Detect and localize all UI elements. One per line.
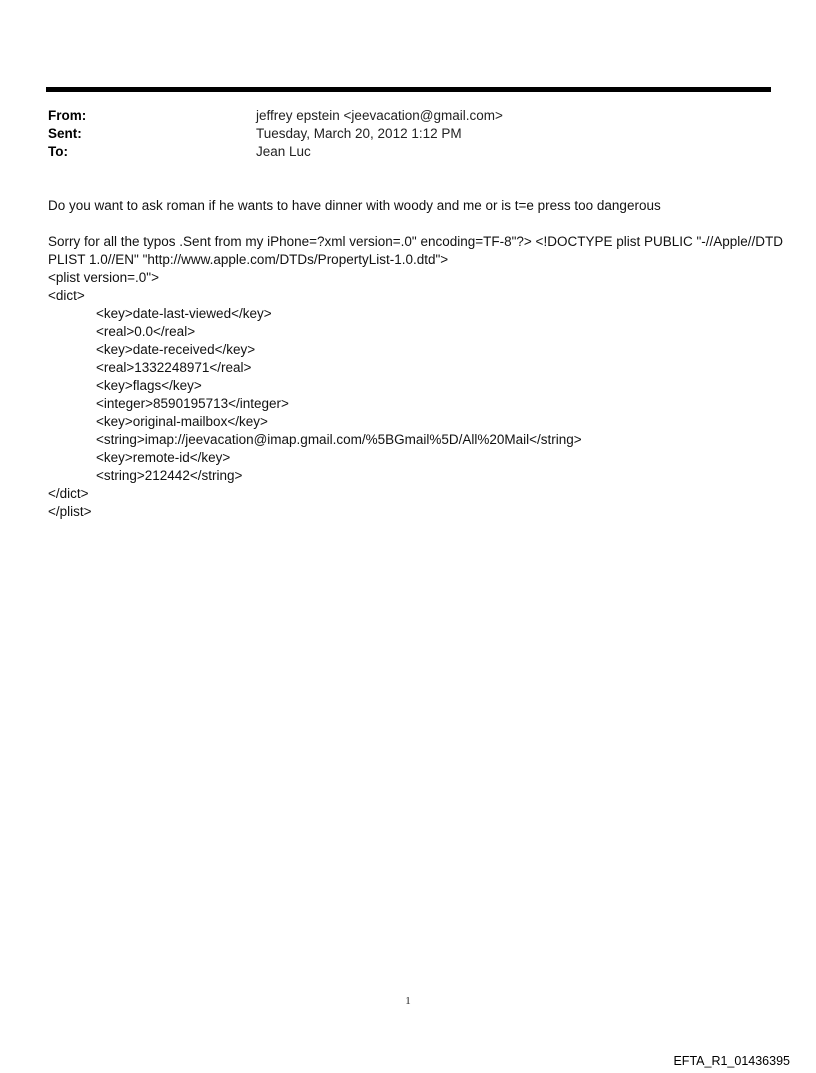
body-paragraph-2-line-2: PLIST 1.0//EN" "http://www.apple.com/DTDs/PropertyList-1.0.dtd"> — [48, 252, 449, 267]
from-value: jeffrey epstein <jeevacation@gmail.com> — [256, 108, 503, 123]
dict-line: <key>date-received</key> — [96, 342, 256, 357]
dict-line: <real>1332248971</real> — [96, 360, 252, 375]
dict-line: <string>imap://jeevacation@imap.gmail.com/%5BGmail%5D/All%20Mail</string> — [96, 432, 582, 447]
to-row — [48, 143, 768, 161]
page-number: 1 — [405, 995, 411, 1007]
sent-label: Sent: — [48, 126, 82, 141]
dict-line: <key>original-mailbox</key> — [96, 414, 268, 429]
to-value: Jean Luc — [256, 144, 311, 159]
plist-open-line: <plist version=.0"> — [48, 270, 159, 285]
sent-row — [48, 125, 768, 143]
dict-line: <key>date-last-viewed</key> — [96, 306, 272, 321]
dict-line: <key>remote-id</key> — [96, 450, 231, 465]
dict-line: <integer>8590195713</integer> — [96, 396, 289, 411]
body-paragraph-2-line-1: Sorry for all the typos .Sent from my iPhone=?xml version=.0" encoding=TF-8"?> <!DOCTYPE plist PUBLIC "-//Apple//DTD — [48, 234, 784, 249]
paragraph-gap — [48, 215, 773, 233]
dict-line: <real>0.0</real> — [96, 324, 196, 339]
sent-value: Tuesday, March 20, 2012 1:12 PM — [256, 126, 462, 141]
dict-line: <key>flags</key> — [96, 378, 202, 393]
from-label: From: — [48, 108, 87, 123]
body-paragraph-1: Do you want to ask roman if he wants to have dinner with woody and me or is t=e press too dangerous — [48, 198, 661, 213]
plist-close-line: </plist> — [48, 504, 92, 519]
bates-number: EFTA_R1_01436395 — [673, 1054, 790, 1068]
header-divider — [46, 87, 771, 92]
from-row — [48, 107, 768, 125]
dict-close-line: </dict> — [48, 486, 89, 501]
email-header — [48, 107, 768, 161]
dict-line: <string>212442</string> — [96, 468, 243, 483]
email-body — [48, 197, 784, 521]
to-label: To: — [48, 144, 68, 159]
dict-open-line: <dict> — [48, 288, 85, 303]
